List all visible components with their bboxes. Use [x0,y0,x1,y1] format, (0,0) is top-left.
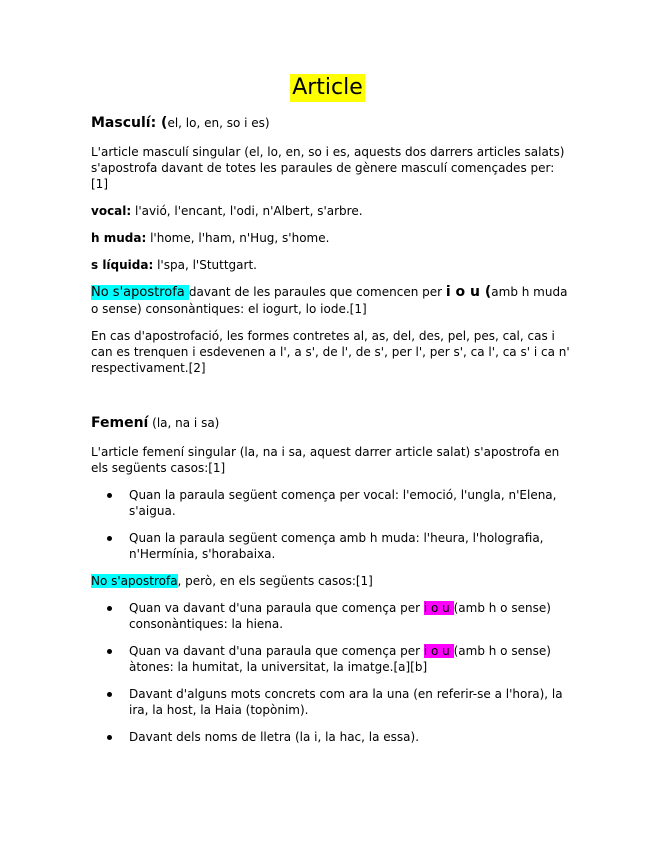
masculi-no-apostrophe-text2: amb h muda o sense) consonàntiques: el iogurt, lo iode.[1] [91,285,568,316]
section-spacer [91,387,571,414]
exception1-pre: Quan va davant d'una paraula que comença per [129,601,424,615]
document-body [91,114,571,756]
femeni-intro: L'article femení singular (la, na i sa, aquest darrer article salat) s'apostrofa en els següents casos:[1] [91,445,560,475]
hmuda-examples: l'home, l'ham, n'Hug, s'home. [146,231,330,245]
femeni-no-apostrophe-text: , però, en els següents casos:[1] [177,574,373,588]
list-item [129,600,571,632]
masculi-vowels: i o u ( [445,284,492,300]
femeni-cases-list [91,487,571,562]
masculi-no-apostrophe-label: No s'apostrofa [91,285,189,300]
sliquida-examples: l'spa, l'Stuttgart. [153,258,257,272]
sliquida-label: s líquida: [91,258,154,272]
exception2-pre: Quan va davant d'una paraula que comença per [129,644,424,658]
exception2-vowels: i o u [423,644,454,658]
masculi-no-apostrophe-text1: davant de les paraules que comencen per [188,285,446,299]
list-item: Quan la paraula següent comença per vocal: l'emoció, l'ungla, n'Elena, s'aigua. [129,487,571,519]
sliquida-paragraph [91,257,571,273]
femeni-heading [91,414,571,432]
masculi-heading [91,114,571,132]
masculi-intro: L'article masculí singular (el, lo, en, so i es, aquests dos darrers articles salats) s'apostrofa davant de totes les paraules de gènere masculí començades per:[1] [91,145,565,191]
femeni-no-apostrophe-paragraph [91,573,571,589]
contractions-paragraph: En cas d'apostrofació, les formes contretes al, as, del, des, pel, pes, cal, cas i can es trenquen i esdevenen a l', a s', de l', de s', per l', per s', ca l', ca s' i ca n' respectivament.[2] [91,329,570,375]
masculi-no-apostrophe-paragraph [91,284,571,317]
exception1-vowels: i o u [423,601,454,615]
femeni-exceptions-list [91,600,571,745]
title-wrap [0,74,655,102]
vocal-examples: l'avió, l'encant, l'odi, n'Albert, s'arbre. [131,204,363,218]
page-title: Article [292,75,363,100]
list-item: Quan la paraula següent comença amb h muda: l'heura, l'holografia, n'Hermínia, s'horabaixa. [129,530,571,562]
exception1-post: (amb h o sense) consonàntiques: la hiena. [129,601,551,631]
exception2-post: (amb h o sense) àtones: la humitat, la universitat, la imatge.[a][b] [129,644,551,674]
masculi-heading-label: Masculí: ( [91,115,168,131]
femeni-heading-articles: (la, na i sa) [148,416,220,430]
vocal-paragraph [91,203,571,219]
masculi-heading-articles: el, lo, en, so i es) [167,116,270,130]
list-item: Davant dels noms de lletra (la i, la hac, la essa). [129,729,571,745]
list-item: Davant d'alguns mots concrets com ara la una (en referir-se a l'hora), la ira, la host, la Haia (topònim). [129,686,571,718]
vocal-label: vocal: [91,204,132,218]
hmuda-label: h muda: [91,231,147,245]
list-item [129,643,571,675]
femeni-heading-label: Femení [91,415,149,431]
femeni-no-apostrophe-label: No s'apostrofa [91,574,178,588]
hmuda-paragraph [91,230,571,246]
